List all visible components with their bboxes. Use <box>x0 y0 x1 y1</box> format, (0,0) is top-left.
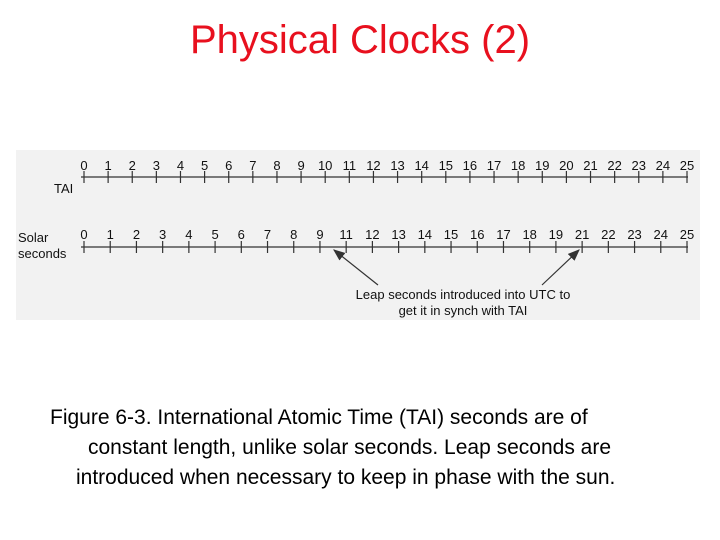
solar-tick-label: 2 <box>132 227 141 242</box>
tai-tick-label: 6 <box>225 158 233 173</box>
solar-tick-label: 17 <box>496 227 511 242</box>
tai-tick-label: 8 <box>273 158 281 173</box>
solar-tick-label: 22 <box>601 227 616 242</box>
annotation-line1: Leap seconds introduced into UTC to <box>355 287 571 302</box>
solar-tick-label: 24 <box>653 227 669 242</box>
solar-tick-label: 6 <box>237 227 245 242</box>
tai-tick-label: 25 <box>679 158 695 173</box>
slide-title: Physical Clocks (2) <box>189 18 531 62</box>
tai-tick-label: 12 <box>366 158 381 173</box>
figure-caption <box>50 403 700 493</box>
tai-tick-label: 15 <box>438 158 454 173</box>
tai-tick-label: 23 <box>631 158 646 173</box>
tai-tick-label: 20 <box>559 158 574 173</box>
solar-tick-label: 19 <box>548 227 564 242</box>
tai-tick-label: 4 <box>176 158 185 173</box>
tai-tick-label: 7 <box>249 158 257 173</box>
solar-tick-group <box>80 227 694 253</box>
timeline-diagram <box>16 150 700 320</box>
tai-tick-group <box>80 158 694 183</box>
tai-tick-label: 9 <box>297 158 305 173</box>
solar-tick-label: 18 <box>522 227 537 242</box>
solar-tick-label: 1 <box>106 227 114 242</box>
tai-tick-label: 0 <box>80 158 88 173</box>
caption-line1: Figure 6-3. International Atomic Time (TAI) seconds are of <box>50 406 588 429</box>
solar-tick-label: 8 <box>290 227 298 242</box>
tai-tick-label: 19 <box>535 158 550 173</box>
tai-tick-label: 10 <box>317 158 333 173</box>
solar-tick-label: 25 <box>679 227 695 242</box>
tai-tick-label: 18 <box>510 158 526 173</box>
solar-tick-label: 7 <box>263 227 272 242</box>
leap-arrow-left <box>334 250 378 285</box>
solar-tick-label: 9 <box>316 227 324 242</box>
solar-tick-label: 0 <box>80 227 88 242</box>
tai-tick-label: 2 <box>128 158 136 173</box>
tai-tick-label: 24 <box>655 158 671 173</box>
tai-tick-label: 13 <box>390 158 405 173</box>
caption-line3: introduced when necessary to keep in phase with the sun. <box>76 466 616 489</box>
solar-tick-label: 12 <box>365 227 380 242</box>
tai-tick-label: 5 <box>200 158 209 173</box>
tai-tick-label: 21 <box>583 158 598 173</box>
tai-tick-label: 3 <box>152 158 160 173</box>
solar-tick-label: 14 <box>417 227 433 242</box>
solar-tick-label: 13 <box>391 227 406 242</box>
solar-tick-label: 15 <box>443 227 459 242</box>
tai-tick-label: 11 <box>342 158 357 173</box>
timeline-figure <box>16 150 700 320</box>
tai-tick-label: 17 <box>486 158 502 173</box>
solar-label-line1: Solar <box>18 230 49 245</box>
solar-tick-label: 3 <box>159 227 167 242</box>
annotation-line2: get it in synch with TAI <box>398 303 528 318</box>
tai-tick-label: 1 <box>104 158 112 173</box>
solar-tick-label: 4 <box>185 227 193 242</box>
solar-tick-label: 11 <box>339 227 353 242</box>
tai-label: TAI <box>54 181 74 196</box>
solar-tick-label: 5 <box>211 227 219 242</box>
tai-tick-label: 22 <box>607 158 622 173</box>
caption-line2: constant length, unlike solar seconds. Leap seconds are <box>88 436 612 459</box>
solar-tick-label: 23 <box>627 227 642 242</box>
solar-tick-label: 21 <box>574 227 590 242</box>
tai-tick-label: 16 <box>462 158 478 173</box>
tai-tick-label: 14 <box>414 158 429 173</box>
solar-tick-label: 16 <box>470 227 485 242</box>
solar-label-line2: seconds <box>18 246 67 261</box>
leap-arrow-right <box>542 250 579 285</box>
